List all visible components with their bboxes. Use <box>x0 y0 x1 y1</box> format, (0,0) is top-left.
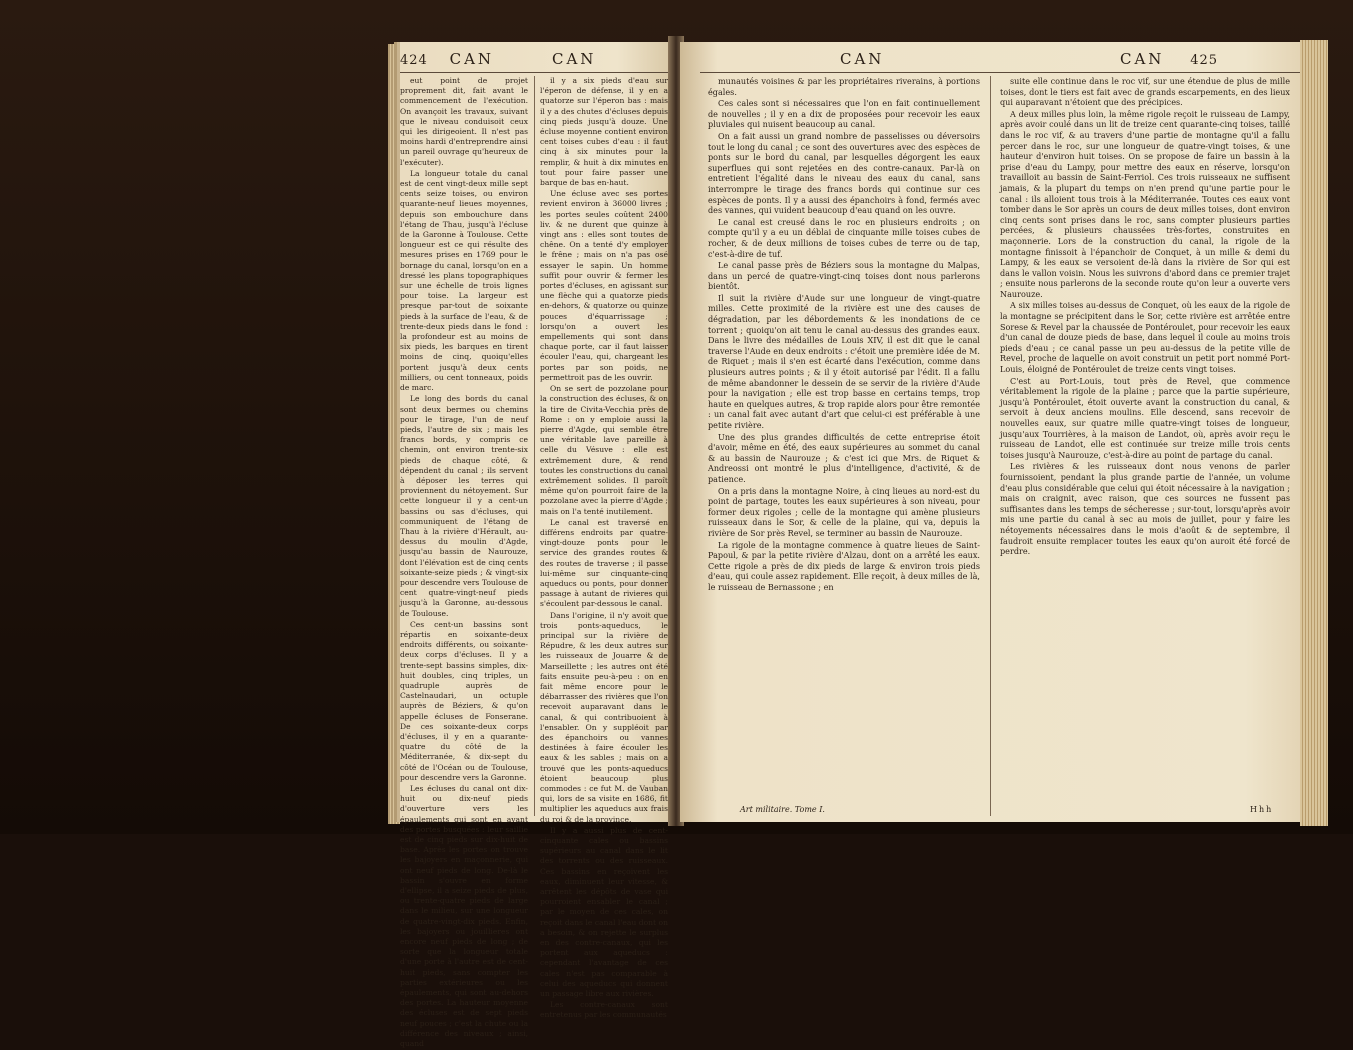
paragraph: Les écluses du canal ont dix-huit ou dix-neuf pieds d'ouverture vers les épaulements qui sont en avant des portes busquées : leur saillie est de cinq pieds sur dix-huit de base. Après les portes on trouve les bajoyers en maçonnerie, qui ont neuf pieds de long. De-là le bassin s'ouvre en forme d'ellipse, il a seize pieds de plus, ou trente-quatre pieds de large dans le milieu, sur une longueur de quatre-vingt-dix pieds. Enfin, les bajoyers ou jouillieres ont encore neuf pieds de long ; de sorte que la longueur totale d'une porte à l'autre est de cent-huit pieds, sans compter les parties extérieures ou les épaulements, qui sont au-dehors des portes. La hauteur moyenne des écluses est de sept pieds neuf pouces ; c'est la chute ou la différence des niveaux ; ainsi, quand <box>400 784 528 1049</box>
paragraph: A six milles toises au-dessus de Conquet, où les eaux de la rigole de la montagne se précipitent dans le Sor, cette rivière est arrêtée entre Sorese & Revel par la chaussée de Pontéroulet, pour recevoir les eaux d'un canal de douze pieds de base, dans lequel il coule au moins trois pieds d'eau ; ce canal passe un peu au-dessus de la petite ville de Revel, proche de laquelle on avoit construit un petit port nommé Port-Louis, éloigné de Pontéroulet de treize cents vingt toises. <box>1000 300 1290 375</box>
signature-mark: Hhh <box>1250 805 1274 814</box>
paragraph: Dans l'origine, il n'y avoit que trois ponts-aqueducs, le principal sur la rivière de Répudre, & les deux autres sur les ruisseaux de Jouarre & de Marseillette ; les autres ont été faits ensuite peu-à-peu : on en fait même encore pour le débarrasser des rivières que l'on recevoit auparavant dans le canal, & qui contribuoient à l'ensabler. On y suppléoit par des épanchoirs ou vannes destinées à faire écouler les eaux & les sables ; mais on a trouvé que les ponts-aqueducs étoient beaucoup plus commodes : ce fut M. de Vauban qui, lors de sa visite en 1686, fit multiplier les aqueducs aux frais du roi & de la province. <box>540 610 668 824</box>
paragraph: Le canal est traversé en différens endroits par quatre-vingt-douze ponts pour le service des grandes routes & des routes de traverse ; il passe lui-même sur cinquante-cinq aqueducs ou ponts, pour donner passage à autant de rivieres qui s'écoulent par-dessous le canal. <box>540 517 668 609</box>
paragraph: eut point de projet proprement dit, fait avant le commencement de l'exécution. On avançoit les travaux, suivant que le niveau conduisoit ceux qui les dirigeoient. Il n'est pas moins hardi d'entreprendre ainsi un pareil ouvrage qu'heureux de l'exécuter). <box>400 76 528 167</box>
paragraph: suite elle continue dans le roc vif, sur une étendue de plus de mille toises, dont le tiers est fait avec de grands escarpements, en des lieux qui auparavant n'étoient que des précipices. <box>1000 76 1290 108</box>
paragraph: C'est au Port-Louis, tout près de Revel, que commence véritablement la rigole de la plaine ; parce que la partie supérieure, jusqu'à Pontéroulet, étoit ouverte avant la construction du canal, & servoit à deux anciens moulins. Elle descend, sans recevoir de nouvelles eaux, sur quatre mille quatre-vingt toises de longueur, jusqu'aux Tourrières, à la maison de Landot, où, après avoir reçu le ruisseau de Landot, elle est continuée sur treize mille trois cents toises jusqu'à Naurouze, c'est-à-dire au point de partage du canal. <box>1000 375 1290 460</box>
paragraph: Le long des bords du canal sont deux bermes ou chemins pour le tirage, l'un de neuf pieds, l'autre de six ; mais les francs bords, y compris ce chemin, ont environ trente-six pieds de chaque côté, & dépendent du canal ; ils servent à déposer les terres qui proviennent du nétoyement. Sur cette longueur il y a cent-un bassins ou sas d'écluses, qui communiquent de l'étang de Thau à la rivière d'Hérault, au-dessus du moulin d'Agde, jusqu'au bassin de Naurouze, dont l'élévation est de cinq cents soixante-seize pieds ; & vingt-six pour descendre vers Toulouse de cent quatre-vingt-neuf pieds jusqu'à la Garonne, au-dessous de Toulouse. <box>400 394 528 618</box>
paragraph: Une écluse avec ses portes revient environ à 36000 livres ; les portes seules coûtent 2400 liv. & ne durent que quinze à vingt ans : elles sont toutes de chêne. On a tenté d'y employer le frêne ; mais on n'a pas osé essayer le sapin. Un homme suffit pour ouvrir & fermer les portes d'écluses, en agissant sur une flèche qui a quatorze pieds en-dehors, & quatorze ou quinze pouces d'équarrissage ; lorsqu'on a ouvert les empellements qui sont dans chaque porte, car il faut laisser écouler l'eau, qui, chargeant les portes par son poids, ne permettroit pas de les ouvrir. <box>540 189 668 382</box>
left-column-2 <box>540 76 668 1022</box>
paragraph: Le canal passe près de Béziers sous la montagne du Malpas, dans un percé de quatre-vingt-cinq toises dont nous parlerons bientôt. <box>708 260 980 292</box>
paragraph: Le canal est creusé dans le roc en plusieurs endroits ; on compte qu'il y a eu un déblai de cinquante mille toises cubes de rocher, & de deux millions de toises cubes de terre ou de tap, c'est-à-dire de tuf. <box>708 216 980 259</box>
right-running-head <box>1120 50 1218 68</box>
footer-volume: Art militaire. Tome I. <box>740 805 825 814</box>
right-head-rule <box>700 72 1300 73</box>
right-column-1 <box>708 76 980 594</box>
right-page <box>680 42 1308 822</box>
left-page-number: 424 <box>400 53 428 68</box>
paragraph: Il y a aussi plus de cent-cinquante cales ou bassins supérieurs au canal dans le lit des torrents ou des ruisseaux. Ces bassins en reçoivent les eaux, diminuent leur vitesse, & arrêtent les dépôts de vase qui pourroient ensabler le canal ; par le moyen de ces cales, on reçoit dans le canal l'eau dont on a besoin, & on rejette le surplus en des contre-canaux, qui les portent aux aqueducs : cependant l'avantage de ces cales n'est pas comparable à celui des aqueducs qui donnent un passage libre aux rivières. <box>540 825 668 999</box>
paragraph: Ces cent-un bassins sont répartis en soixante-deux endroits différents, ou soixante-deux corps d'écluses. Il y a trente-sept bassins simples, dix-huit doubles, cinq triples, un quadruple auprès de Castelnaudari, un octuple auprès de Béziers, & qu'on appelle écluses de Fonserane. De ces soixante-deux corps d'écluses, il y en a quarante-quatre du côté de la Méditerranée, & dix-sept du côté de l'Océan ou de Toulouse, pour descendre vers la Garonne. <box>400 619 528 782</box>
paragraph: Les contre-canaux sont entretenus par les communautés <box>540 1000 668 1020</box>
left-head-rule <box>400 72 670 73</box>
paragraph: munautés voisines & par les propriétaires riverains, à portions égales. <box>708 76 980 97</box>
left-running-head-1: CAN <box>449 50 495 68</box>
right-page-edges <box>1300 40 1328 826</box>
left-running-head <box>400 50 494 68</box>
right-column-divider <box>990 76 991 816</box>
left-page <box>400 42 672 1049</box>
paragraph: Les rivières & les ruisseaux dont nous venons de parler fournissoient, pendant la plus grande partie de l'année, un volume d'eau plus considérable que celui qui étoit nécessaire à la navigation ; mais on craignit, avec raison, que ces sources ne fussent pas suffisantes dans les temps de sécheresse ; sur-tout, lorsqu'après avoir mis une partie du canal à sec au mois de juillet, pour y faire les nétoyements nécessaires dans le mois d'août & de septembre, il faudroit ensuite remplacer toutes les eaux qu'on auroit été forcé de perdre. <box>1000 461 1290 557</box>
paragraph: il y a six pieds d'eau sur l'éperon de défense, il y en a quatorze sur l'éperon bas : mais il y a des chutes d'écluses depuis cinq pieds jusqu'à douze. Une écluse moyenne contient environ cent toises cubes d'eau : il faut cinq à six minutes pour la remplir, & huit à dix minutes en tout pour faire passer une barque de bas en-haut. <box>540 76 668 188</box>
right-page-number: 425 <box>1190 53 1219 68</box>
left-page-edges <box>388 44 400 824</box>
paragraph: On se sert de pozzolane pour la construction des écluses, & on la tire de Civita-Vecchia près de Rome : on y emploie aussi la pierre d'Agde, qui semble être une véritable lave pareille à celle du Vésuve : elle est extrêmement dure, & rend toutes les constructions du canal extrêmement solides. Il paroît même qu'on pourroit faire de la pozzolane avec la pierre d'Agde ; mais on l'a tenté inutilement. <box>540 384 668 516</box>
paragraph: On a pris dans la montagne Noire, à cinq lieues au nord-est du point de partage, toutes les eaux supérieures à son niveau, pour former deux rigoles ; celle de la montagne qui amène plusieurs ruisseaux dans le Sor, & celle de la plaine, qui va, depuis la rivière de Sor près Revel, se terminer au bassin de Naurouze. <box>708 485 980 538</box>
paragraph: On a fait aussi un grand nombre de passelisses ou déversoirs tout le long du canal ; ce sont des ouvertures avec des espèces de ponts sur le bord du canal, par lesquelles dégorgent les eaux superflues qui sont rejetées en des contre-canaux. Par-là on entretient l'égalité dans le niveau des eaux du canal, sans interrompre le tirage des francs bords qui continue sur ces espèces de ponts. Il y a aussi des épanchoirs à fond, fermés avec des vannes, qui vuident beaucoup d'eau quand on les ouvre. <box>708 130 980 216</box>
paragraph: Ces cales sont si nécessaires que l'on en fait continuellement de nouvelles ; il y en a dix de proposées pour recevoir les eaux pluviales qui nuisent beaucoup au canal. <box>708 98 980 130</box>
paragraph: La rigole de la montagne commence à quatre lieues de Saint-Papoul, & par la petite rivière d'Alzau, dont on a arrêté les eaux. Cette rigole a près de dix pieds de large & environ trois pieds d'eau, qui coule assez rapidement. Elle reçoit, à deux milles de là, le ruisseau de Bernassone ; en <box>708 539 980 592</box>
paragraph: Une des plus grandes difficultés de cette entreprise étoit d'avoir, même en été, des eaux supérieures au sommet du canal & au bassin de Naurouze ; & c'est ici que Mrs. de Riquet & Andreossi ont montré le plus d'intelligence, d'activité, & de patience. <box>708 431 980 484</box>
left-column-divider <box>534 76 535 816</box>
paragraph: Il suit la rivière d'Aude sur une longueur de vingt-quatre milles. Cette proximité de la rivière est une des causes de dégradation, par les débordements & les inondations de ce torrent ; quoiqu'on ait tenu le canal au-dessus des grandes eaux. Dans le livre des médailles de Louis XIV, il est dit que le canal traverse l'Aude en deux endroits : c'étoit une première idée de M. de Riquet ; mais il s'en est écarté dans l'exécution, comme dans plusieurs autres points ; & il y étoit autorisé par l'édit. Il a fallu de même abandonner le dessein de se servir de la rivière d'Aude pour la navigation ; elle est trop basse en certains temps, trop haute en quelques autres, & trop rapide alors pour être remontée : un canal fait avec autant d'art que celui-ci est préférable à une petite rivière. <box>708 292 980 430</box>
right-running-head-2: CAN <box>1120 50 1165 68</box>
paragraph: A deux milles plus loin, la même rigole reçoit le ruisseau de Lampy, après avoir coulé dans un lit de treize cent quarante-cinq toises, taillé dans le roc vif, & au travers d'une partie de montagne qu'il a fallu percer dans le roc, sur une longueur de quatre-vingt toises, & une hauteur d'environ huit toises. On se propose de faire un bassin à la prise d'eau du Lampy, pour mettre des eaux en réserve, lorsqu'on travailloit au bassin de Saint-Ferriol. Ces trois ruisseaux ne suffisent jamais, & la plupart du temps on n'en prend qu'une partie pour le canal : ils alloient tous trois à la Méditerranée. Toutes ces eaux vont tomber dans le Sor après un cours de deux milles toises, dont environ cinq cents sont prises dans le roc, sans compter plusieurs parties percées, & plusieurs chaussées très-fortes, construites en maçonnerie. Lors de la construction du canal, la rigole de la montagne finissoit à l'épanchoir de Conquet, à un mille & demi du Lampy, & les eaux se versoient de-là dans la rivière de Sor qui est dans le vallon voisin. Nous les suivrons d'abord dans ce premier trajet ; ensuite nous parlerons de la seconde route qu'on leur a ouverte vers Naurouze. <box>1000 108 1290 299</box>
right-column-2 <box>1000 76 1290 558</box>
paragraph: La longueur totale du canal est de cent vingt-deux mille sept cents seize toises, ou environ quarante-neuf lieues moyennes, depuis son embouchure dans l'étang de Thau, jusqu'à l'écluse de la Garonne à Toulouse. Cette longueur est ce qui résulte des mesures prises en 1769 pour le bornage du canal, lorsqu'on en a dressé les plans topographiques sur une échelle de trois lignes pour toise. La largeur est presque par-tout de soixante pieds à la surface de l'eau, & de trente-deux pieds dans le fond : la profondeur est au moins de six pieds, les barques en tirent moins de cinq, quoiqu'elles portent jusqu'à deux cents milliers, ou cent tonneaux, poids de marc. <box>400 168 528 393</box>
right-running-head-1: CAN <box>840 50 885 68</box>
left-column-1 <box>400 76 528 1050</box>
left-running-head-2: CAN <box>552 50 597 68</box>
